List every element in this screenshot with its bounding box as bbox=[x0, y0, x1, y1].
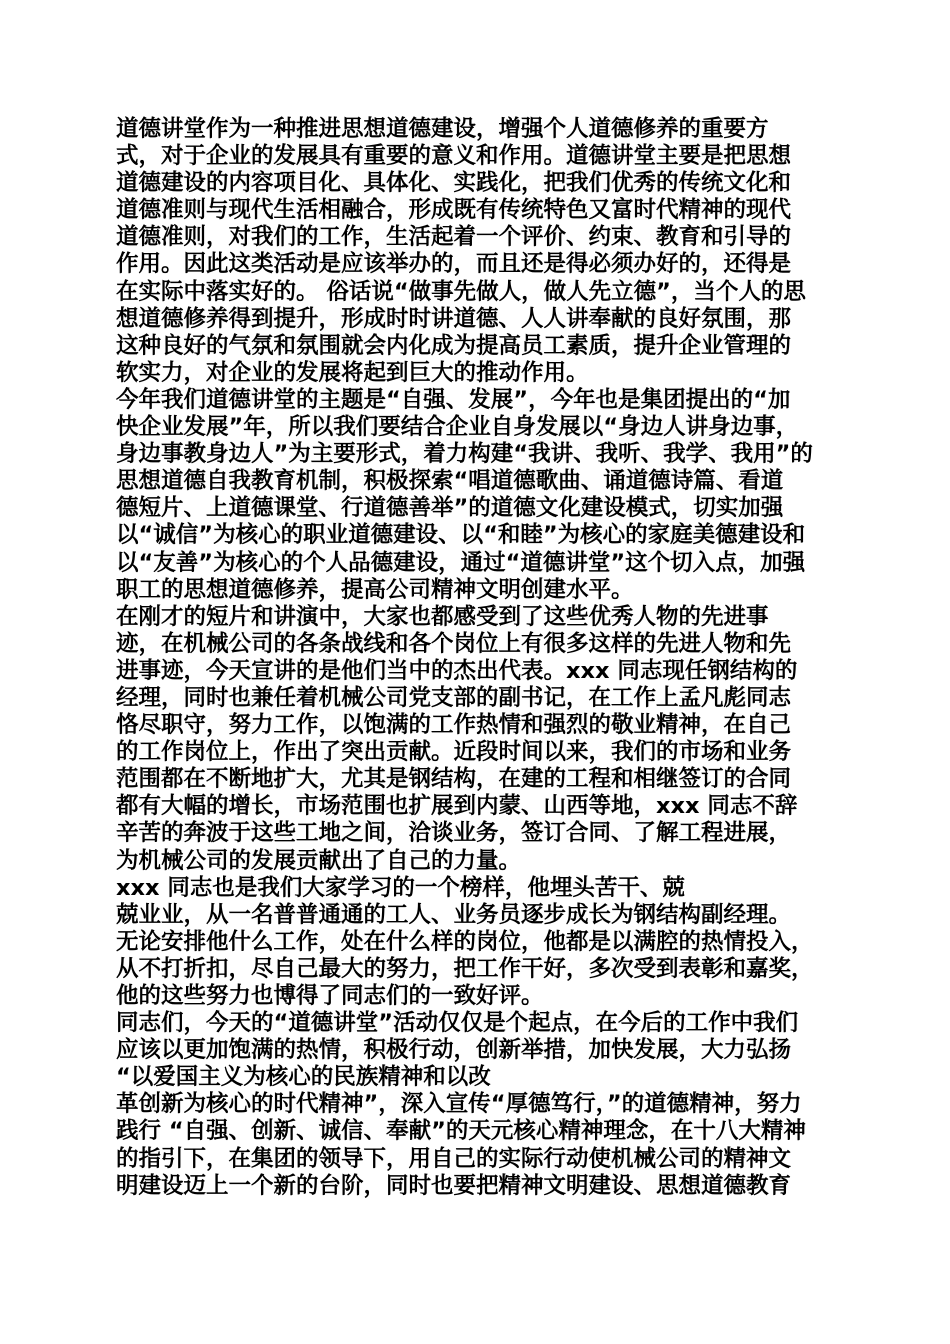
document-body bbox=[116, 116, 846, 1200]
text-line: 的工作岗位上，作出了突出贡献。近段时间以来，我们的市场和业务 bbox=[116, 739, 792, 766]
text-line: 为机械公司的发展贡献出了自己的力量。 bbox=[116, 847, 522, 874]
text-line: 他的这些努力也博得了同志们的一致好评。 bbox=[116, 983, 544, 1009]
text-line: 的指引下，在集团的领导下，用自己的实际行动使机械公司的精神文 bbox=[116, 1145, 792, 1172]
text-line: 革创新为核心的时代精神”，深入宣传“厚德笃行，”的道德精神，努力 bbox=[116, 1091, 802, 1118]
text-line: 今年我们道德讲堂的主题是“自强、发展”，今年也是集团提出的“加 bbox=[116, 386, 791, 413]
text-line: 式，对于企业的发展具有重要的意义和作用。道德讲堂主要是把思想 bbox=[116, 143, 792, 170]
text-line: 作用。因此这类活动是应该举办的，而且还是得必须办好的，还得是 bbox=[116, 251, 792, 278]
text-line: 身边事教身边人”为主要形式，着力构建“我讲、我听、我学、我用”的 bbox=[116, 441, 813, 468]
text-line: 德短片、上道德课堂、行道德善举”的道德文化建设模式，切实加强 bbox=[116, 495, 784, 522]
text-line: 同志们，今天的“道德讲堂”活动仅仅是个起点，在今后的工作中我们 bbox=[116, 1010, 799, 1037]
text-line: 兢业业，从一名普普通通的工人、业务员逐步成长为钢结构副经理。 bbox=[116, 901, 792, 928]
text-line: 软实力，对企业的发展将起到巨大的推动作用。 bbox=[116, 359, 589, 386]
text-line: 经理，同时也兼任着机械公司党支部的副书记，在工作上孟凡彪同志 bbox=[116, 684, 792, 711]
text-line: 践行 “自强、创新、诚信、奉献”的天元核心精神理念，在十八大精神 bbox=[116, 1118, 806, 1145]
text-line: 迹，在机械公司的各条战线和各个岗位上有很多这样的先进人物和先 bbox=[116, 630, 792, 657]
text-line: 想道德修养得到提升，形成时时讲道德、人人讲奉献的良好氛围，那 bbox=[116, 305, 792, 332]
text-line: 范围都在不断地扩大，尤其是钢结构，在建的工程和相继签订的合同 bbox=[116, 766, 792, 793]
text-line: “以爱国主义为核心的民族精神和以改 bbox=[116, 1064, 491, 1091]
text-line: 这种良好的气氛和氛围就会内化成为提高员工素质，提升企业管理的 bbox=[116, 332, 792, 359]
text-line: xxx 同志也是我们大家学习的一个榜样，他埋头苦干、兢 bbox=[116, 874, 685, 901]
text-line: 以“友善”为核心的个人品德建设，通过“道德讲堂”这个切入点，加强 bbox=[116, 549, 806, 576]
text-line: 恪尽职守，努力工作，以饱满的工作热情和强烈的敬业精神，在自己 bbox=[116, 712, 792, 739]
text-line: 在实际中落实好的。 俗话说“做事先做人，做人先立德”，当个人的思 bbox=[116, 278, 806, 305]
text-line: 道德准则，对我们的工作，生活起着一个评价、约束、教育和引导的 bbox=[116, 224, 792, 251]
text-line: 辛苦的奔波于这些工地之间，洽谈业务，签订合同、了解工程进展， bbox=[116, 820, 792, 847]
text-line: 道德建设的内容项目化、具体化、实践化，把我们优秀的传统文化和 bbox=[116, 170, 792, 197]
text-line: 思想道德自我教育机制，积极探索“唱道德歌曲、诵道德诗篇、看道 bbox=[116, 468, 784, 495]
text-line: 进事迹，今天宣讲的是他们当中的杰出代表。xxx 同志现任钢结构的 bbox=[116, 657, 798, 684]
text-line: 应该以更加饱满的热情，积极行动，创新举措，加快发展，大力弘扬 bbox=[116, 1037, 792, 1064]
text-line: 职工的思想道德修养，提高公司精神文明创建水平。 bbox=[116, 576, 634, 603]
text-line: 以“诚信”为核心的职业道德建设、以“和睦”为核心的家庭美德建设和 bbox=[116, 522, 806, 549]
text-line: 从不打折扣，尽自己最大的努力，把工作干好，多次受到表彰和嘉奖， bbox=[116, 955, 814, 982]
text-line: 道德准则与现代生活相融合，形成既有传统特色又富时代精神的现代 bbox=[116, 197, 792, 224]
text-line: 道德讲堂作为一种推进思想道德建设，增强个人道德修养的重要方 bbox=[116, 116, 769, 142]
text-line: 快企业发展”年，所以我们要结合企业自身发展以“身边人讲身边事， bbox=[116, 414, 799, 441]
text-line: 无论安排他什么工作，处在什么样的岗位，他都是以满腔的热情投入， bbox=[116, 928, 814, 955]
text-line: 在刚才的短片和讲演中，大家也都感受到了这些优秀人物的先进事 bbox=[116, 603, 769, 630]
text-line: 明建设迈上一个新的台阶，同时也要把精神文明建设、思想道德教育 bbox=[116, 1172, 792, 1199]
text-line: 都有大幅的增长，市场范围也扩展到内蒙、山西等地，xxx 同志不辞 bbox=[116, 793, 798, 820]
